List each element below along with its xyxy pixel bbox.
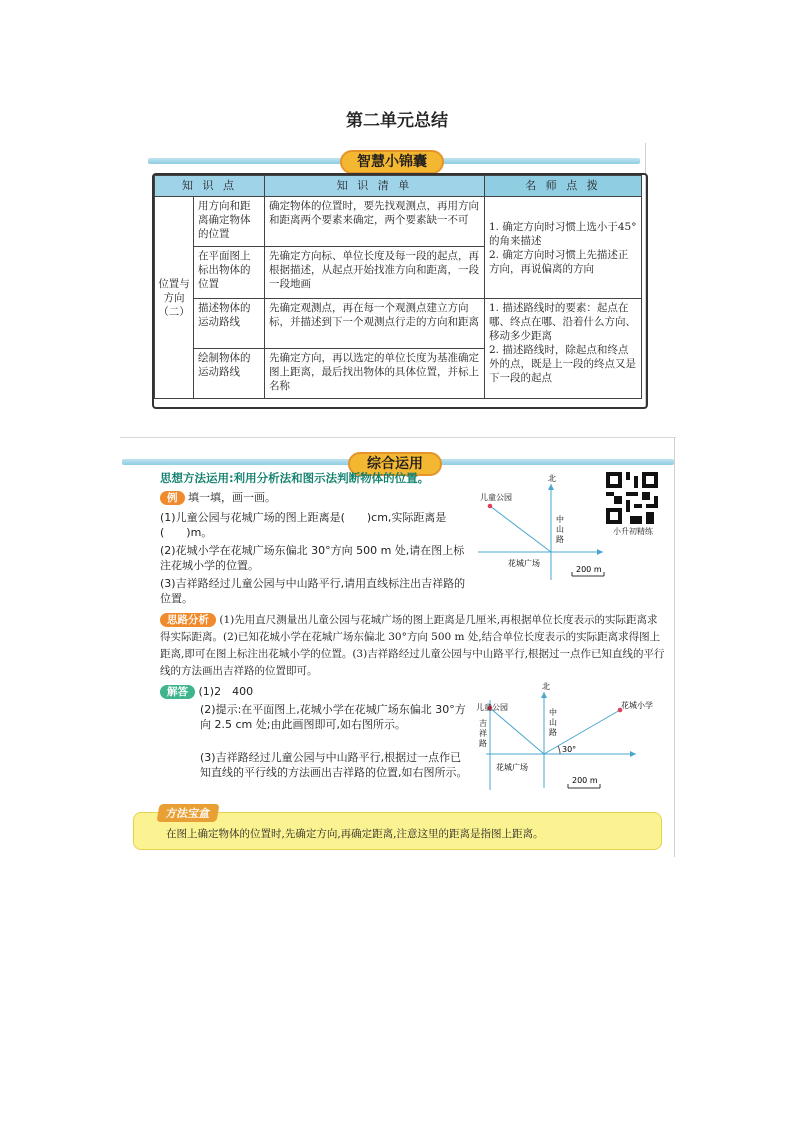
example-badge: 例	[160, 491, 185, 505]
park-label: 儿童公园	[480, 493, 512, 502]
page-title: 第二单元总结	[346, 111, 448, 131]
square-label: 花城广场	[508, 559, 540, 568]
content-cell: 先确定观测点，再在每一个观测点建立方向标，并描述到下一个观测点行走的方向和距离	[265, 299, 485, 349]
table-header-row	[155, 176, 642, 197]
road2-char-2: 祥	[479, 729, 487, 738]
topic-cell: 绘制物体的运动路线	[194, 349, 265, 399]
example-row	[160, 490, 276, 505]
north-label: 北	[542, 682, 550, 691]
answer-badge: 解答	[160, 685, 195, 699]
road-char-1: 中	[549, 708, 557, 717]
qr-caption: 小升初精练	[613, 527, 653, 536]
header-tips: 名 师 点 拨	[485, 176, 642, 197]
section-banner-wisdom: 智慧小锦囊	[340, 150, 444, 174]
road-char-2: 山	[556, 525, 564, 534]
topic-cell: 在平面图上标出物体的位置	[194, 247, 265, 299]
header-topic: 知 识 点	[155, 176, 265, 197]
analysis-block	[160, 612, 665, 680]
park-label: 儿童公园	[476, 703, 508, 712]
answer-row	[160, 684, 253, 699]
tips-cell: 1. 描述路线时的要素：起点在哪、终点在哪、沿着什么方向、移动多少距离 2. 描述路线时，除起点和终点外的点，既是上一段的终点又是下一段的起点	[485, 299, 642, 399]
table-row	[155, 299, 642, 349]
topic-cell: 用方向和距离确定物体的位置	[194, 197, 265, 247]
answer-1: (1)2 400	[198, 685, 254, 698]
question-3: (3)吉祥路经过儿童公园与中山路平行,请用直线标注出吉祥路的位置。	[160, 577, 466, 605]
square-label: 花城广场	[496, 763, 528, 772]
road-char-3: 路	[549, 728, 557, 737]
scale-label: 200 m	[572, 776, 598, 785]
question-2: (2)花城小学在花城广场东偏北 30°方向 500 m 处,请在图上标注花城小学的位置。	[160, 544, 465, 572]
method-box-label: 方法宝盒	[156, 804, 219, 822]
scale-label: 200 m	[576, 565, 602, 574]
map-question	[478, 472, 608, 582]
map-answer	[476, 680, 672, 792]
analysis-text: (1)先用直尺测量出儿童公园与花城广场的图上距离是几厘米,再根据单位长度表示的实际距离求得实际距离。(2)已知花城小学在花城广场东偏北 30°方向 500 m 处,结合单位长度表示的实际距离求得图上距离,即可在图上标注出花城小学的位置。(3)吉祥路经过儿童公园与中山路平行,根据过一点作已知直线的平行线的方法画出吉祥路的位置即可。	[160, 614, 665, 677]
road-char-1: 中	[556, 515, 564, 524]
content-cell: 确定物体的位置时，要先找观测点，再用方向和距离两个要素来确定，两个要素缺一不可	[265, 197, 485, 247]
road2-char-3: 路	[479, 739, 487, 748]
topic-cell: 描述物体的运动路线	[194, 299, 265, 349]
content-cell: 先确定方向标、单位长度及每一段的起点，再根据描述，从起点开始找准方向和距离，一段一段地画	[265, 247, 485, 299]
section-banner-practice: 综合运用	[348, 452, 442, 476]
road-char-3: 路	[556, 535, 564, 544]
method-box-text: 在图上确定物体的位置时,先确定方向,再确定距离,注意这里的距离是指图上距离。	[166, 828, 544, 840]
qr-code[interactable]	[606, 472, 658, 524]
tips-cell: 1. 确定方向时习惯上选小于45°的角来描述 2. 确定方向时习惯上先描述正方向，再说偏离的方向	[485, 197, 642, 299]
road-char-2: 山	[549, 718, 557, 727]
road2-char-1: 吉	[479, 719, 487, 728]
north-label: 北	[548, 474, 556, 483]
question-1: (1)儿童公园与花城广场的图上距离是( )cm,实际距离是( )m。	[160, 511, 447, 539]
example-intro: 填一填，画一画。	[188, 491, 276, 504]
school-label: 花城小学	[621, 701, 653, 710]
method-heading: 思想方法运用:利用分析法和图示法判断物体的位置。	[160, 471, 430, 485]
table-row	[155, 197, 642, 247]
content-cell: 先确定方向，再以选定的单位长度为基准确定图上距离，最后找出物体的具体位置，并标上名称	[265, 349, 485, 399]
header-content: 知 识 清 单	[265, 176, 485, 197]
divider	[120, 437, 676, 438]
answer-2: (2)提示:在平面图上,花城小学在花城广场东偏北 30°方向 2.5 cm 处;由此画图即可,如右图所示。	[200, 703, 466, 731]
analysis-badge: 思路分析	[160, 613, 216, 627]
angle-label: 30°	[562, 745, 577, 754]
category-cell: 位置与方向（二）	[155, 197, 194, 399]
answer-3: (3)吉祥路经过儿童公园与中山路平行,根据过一点作已知直线的平行线的方法画出吉祥路的位置,如右图所示。	[200, 751, 468, 779]
summary-table	[154, 175, 642, 399]
divider	[674, 437, 675, 857]
